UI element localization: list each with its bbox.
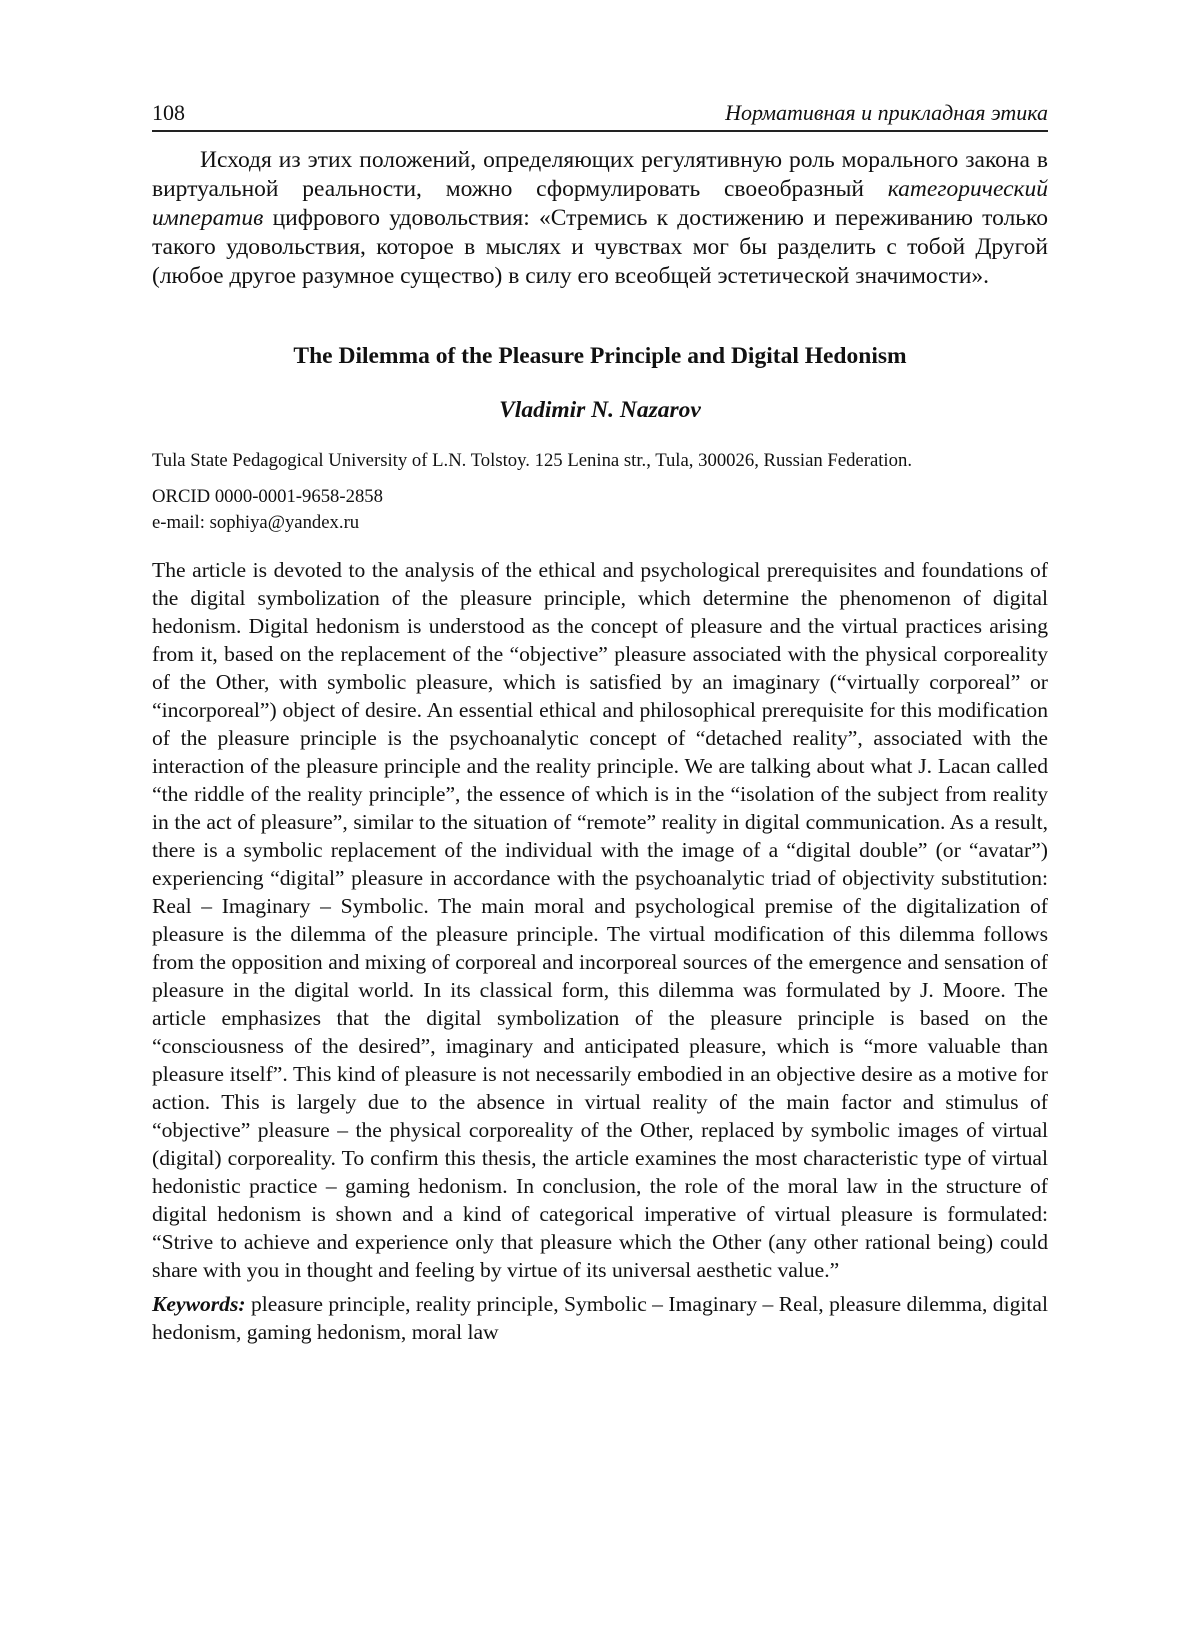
ru-paragraph-part1: Исходя из этих положений, определяющих регулятивную роль морального закона в виртуальной реальности, можно сформулировать своеобразный — [152, 147, 1048, 202]
article-title: The Dilemma of the Pleasure Principle and Digital Hedonism — [293, 343, 907, 369]
journal-title: Нормативная и прикладная этика — [725, 100, 1048, 125]
ru-paragraph-emphasis: категорический императив — [152, 176, 1048, 231]
page-number: 108 — [152, 100, 185, 125]
abstract: The article is devoted to the analysis of the ethical and psychological prerequisites and foundations of the digital symbolization of the pleasure principle, which determine the phenomenon of digital hedonism. Digital hedonism is understood as the concept of pleasure and the virtual practices arising from it, based on the replacement of the “objective” pleasure associated with the physical corporeality of the Other, with symbolic pleasure, which is satisfied by an imaginary (“virtually corporeal” or “incorporeal”) object of desire. An essential ethical and philosophical prerequisite for this modification of the pleasure principle is the psychoanalytic concept of “detached reality”, associated with the interaction of the pleasure principle and the reality principle. We are talking about what J. Lacan called “the riddle of the reality principle”, the essence of which is in the “isolation of the subject from reality in the act of pleasure”, similar to the situation of “remote” reality in digital communication. As a result, there is a symbolic replacement of the individual with the image of a “digital double” (or “avatar”) experiencing “digital” pleasure in accordance with the psychoanalytic triad of objectivity substitution: Real – Imaginary – Symbolic. The main moral and psychological premise of the digitalization of pleasure is the dilemma of the pleasure principle. The virtual modification of this dilemma follows from the opposition and mixing of corporeal and incorporeal sources of the emergence and sensation of pleasure in the digital world. In its classical form, this dilemma was formulated by J. Moore. The article emphasizes that the digital symbolization of the pleasure principle is based on the “consciousness of the desired”, imaginary and anticipated pleasure, which is “more valuable than pleasure itself”. This kind of pleasure is not necessarily embodied in an objective desire as a motive for action. This is largely due to the absence in virtual reality of the main factor and stimulus of “objective” pleasure – the physical corporeality of the Other, replaced by symbolic images of virtual (digital) corporeality. To confirm this thesis, the article examines the most characteristic type of virtual hedonistic practice – gaming hedonism. In conclusion, the role of the moral law in the structure of digital hedonism is shown and a kind of categorical imperative of virtual pleasure is formulated: “Strive to achieve and experience only that pleasure which the Other (any other rational being) could share with you in thought and feeling by virtue of its universal aesthetic value.” — [152, 558, 1048, 1282]
email-address: e-mail: sophiya@yandex.ru — [152, 512, 360, 533]
document-page — [152, 100, 1048, 1346]
article-author: Vladimir N. Nazarov — [499, 397, 701, 423]
keywords — [152, 1290, 1048, 1346]
keywords-label: Keywords: — [152, 1292, 246, 1316]
keywords-list: pleasure principle, reality principle, Symbolic – Imaginary – Real, pleasure dilemma, digital hedonism, gaming hedonism, moral law — [152, 1292, 1048, 1344]
author-affiliation: Tula State Pedagogical University of L.N. Tolstoy. 125 Lenina str., Tula, 300026, Russian Federation. — [152, 450, 912, 471]
author-contacts — [152, 484, 1048, 536]
running-header — [152, 100, 1048, 132]
russian-paragraph — [152, 146, 1048, 291]
orcid-id: ORCID 0000-0001-9658-2858 — [152, 486, 383, 507]
ru-paragraph-part2: цифрового удовольствия: «Стремись к достижению и переживанию только такого удовольствия, которое в мыслях и чувствах мог бы разделить с тобой Другой (любое другое разумное существо) в силу его всеобщей эстетической значимости». — [152, 205, 1048, 289]
